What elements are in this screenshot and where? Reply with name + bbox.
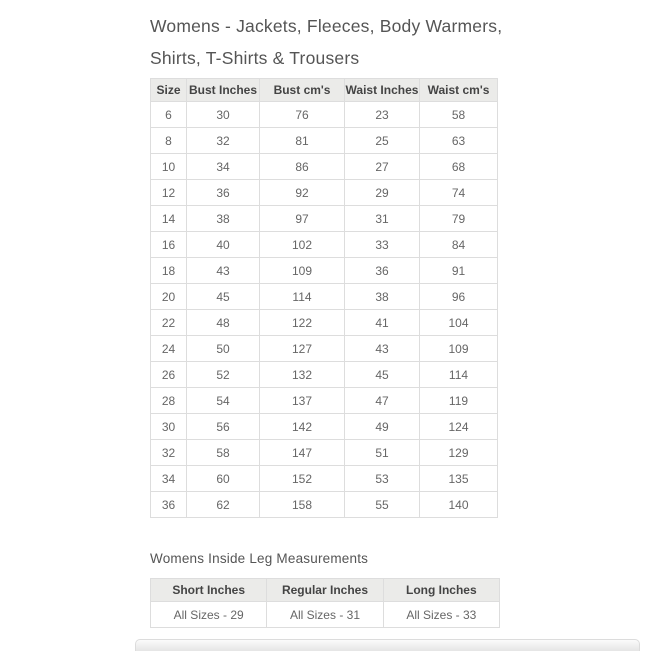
size-chart-cell: 76 <box>260 102 345 128</box>
size-chart-row <box>151 492 498 518</box>
size-chart-cell: 86 <box>260 154 345 180</box>
size-chart-cell: 32 <box>151 440 187 466</box>
page-title-line-2: Shirts, T-Shirts & Trousers <box>150 48 360 68</box>
inside-leg-cell: All Sizes - 29 <box>151 602 267 628</box>
size-chart-row <box>151 440 498 466</box>
size-chart-cell: 31 <box>345 206 420 232</box>
size-chart-cell: 47 <box>345 388 420 414</box>
size-chart-cell: 60 <box>187 466 260 492</box>
size-chart-cell: 24 <box>151 336 187 362</box>
inside-leg-body <box>151 602 500 628</box>
size-chart-cell: 109 <box>420 336 498 362</box>
size-chart-cell: 127 <box>260 336 345 362</box>
size-chart-row <box>151 388 498 414</box>
size-chart-cell: 97 <box>260 206 345 232</box>
next-section-edge-bar <box>135 639 640 651</box>
size-chart-cell: 114 <box>260 284 345 310</box>
size-chart-cell: 102 <box>260 232 345 258</box>
size-chart-cell: 53 <box>345 466 420 492</box>
size-chart-cell: 54 <box>187 388 260 414</box>
size-chart-row <box>151 102 498 128</box>
size-chart-cell: 20 <box>151 284 187 310</box>
size-chart-cell: 34 <box>151 466 187 492</box>
size-chart-cell: 147 <box>260 440 345 466</box>
size-chart-cell: 41 <box>345 310 420 336</box>
size-chart-cell: 92 <box>260 180 345 206</box>
size-chart-row <box>151 180 498 206</box>
size-chart-cell: 51 <box>345 440 420 466</box>
size-chart-cell: 8 <box>151 128 187 154</box>
size-chart-cell: 124 <box>420 414 498 440</box>
size-chart-header-cell: Size <box>151 79 187 102</box>
size-chart-cell: 23 <box>345 102 420 128</box>
size-chart-cell: 6 <box>151 102 187 128</box>
size-chart-cell: 55 <box>345 492 420 518</box>
page-title <box>150 10 510 74</box>
size-chart-cell: 81 <box>260 128 345 154</box>
size-chart-cell: 12 <box>151 180 187 206</box>
size-chart-row <box>151 258 498 284</box>
size-chart-row <box>151 128 498 154</box>
size-chart-cell: 58 <box>187 440 260 466</box>
size-chart-cell: 56 <box>187 414 260 440</box>
size-chart-cell: 22 <box>151 310 187 336</box>
size-chart-cell: 49 <box>345 414 420 440</box>
inside-leg-heading: Womens Inside Leg Measurements <box>150 551 369 566</box>
size-chart-row <box>151 154 498 180</box>
size-chart-cell: 45 <box>187 284 260 310</box>
inside-leg-cell: All Sizes - 33 <box>383 602 499 628</box>
size-chart-cell: 27 <box>345 154 420 180</box>
inside-leg-header-cell: Long Inches <box>383 579 499 602</box>
size-chart-cell: 79 <box>420 206 498 232</box>
size-chart-row <box>151 206 498 232</box>
size-chart-row <box>151 336 498 362</box>
size-chart-header-cell: Waist Inches <box>345 79 420 102</box>
inside-leg-row <box>151 602 500 628</box>
size-chart-cell: 18 <box>151 258 187 284</box>
size-chart-cell: 26 <box>151 362 187 388</box>
size-chart-row <box>151 466 498 492</box>
size-chart-cell: 68 <box>420 154 498 180</box>
size-chart-cell: 114 <box>420 362 498 388</box>
size-chart-cell: 38 <box>187 206 260 232</box>
inside-leg-table <box>150 578 500 628</box>
size-chart-cell: 96 <box>420 284 498 310</box>
size-chart-cell: 109 <box>260 258 345 284</box>
size-chart-cell: 38 <box>345 284 420 310</box>
size-chart-cell: 32 <box>187 128 260 154</box>
size-chart-cell: 29 <box>345 180 420 206</box>
size-chart-header-cell: Waist cm's <box>420 79 498 102</box>
size-chart-cell: 30 <box>187 102 260 128</box>
size-chart-header-cell: Bust Inches <box>187 79 260 102</box>
size-chart-cell: 122 <box>260 310 345 336</box>
size-chart-cell: 36 <box>187 180 260 206</box>
womens-size-chart-table <box>150 78 498 518</box>
size-chart-cell: 28 <box>151 388 187 414</box>
size-chart-cell: 45 <box>345 362 420 388</box>
size-chart-header-row <box>151 79 498 102</box>
size-chart-cell: 30 <box>151 414 187 440</box>
size-chart-cell: 43 <box>345 336 420 362</box>
size-chart-cell: 34 <box>187 154 260 180</box>
size-chart-cell: 63 <box>420 128 498 154</box>
size-chart-cell: 43 <box>187 258 260 284</box>
size-chart-row <box>151 284 498 310</box>
size-chart-cell: 14 <box>151 206 187 232</box>
size-chart-body <box>151 102 498 518</box>
size-chart-cell: 62 <box>187 492 260 518</box>
size-chart-cell: 16 <box>151 232 187 258</box>
size-chart-cell: 129 <box>420 440 498 466</box>
size-chart-cell: 104 <box>420 310 498 336</box>
size-chart-cell: 158 <box>260 492 345 518</box>
inside-leg-header-cell: Regular Inches <box>267 579 383 602</box>
inside-leg-header-row <box>151 579 500 602</box>
size-chart-cell: 48 <box>187 310 260 336</box>
page-title-line-1: Womens - Jackets, Fleeces, Body Warmers, <box>150 16 503 36</box>
size-chart-row <box>151 310 498 336</box>
size-chart-cell: 142 <box>260 414 345 440</box>
size-chart-cell: 119 <box>420 388 498 414</box>
size-chart-cell: 25 <box>345 128 420 154</box>
size-chart-cell: 152 <box>260 466 345 492</box>
size-chart-cell: 137 <box>260 388 345 414</box>
size-chart-row <box>151 362 498 388</box>
inside-leg-header-cell: Short Inches <box>151 579 267 602</box>
size-chart-cell: 36 <box>345 258 420 284</box>
size-chart-cell: 140 <box>420 492 498 518</box>
size-chart-cell: 58 <box>420 102 498 128</box>
size-chart-row <box>151 232 498 258</box>
size-chart-cell: 33 <box>345 232 420 258</box>
size-chart-cell: 135 <box>420 466 498 492</box>
size-chart-cell: 50 <box>187 336 260 362</box>
inside-leg-cell: All Sizes - 31 <box>267 602 383 628</box>
size-chart-cell: 52 <box>187 362 260 388</box>
size-chart-cell: 91 <box>420 258 498 284</box>
size-chart-cell: 84 <box>420 232 498 258</box>
size-chart-row <box>151 414 498 440</box>
size-chart-cell: 40 <box>187 232 260 258</box>
size-chart-cell: 132 <box>260 362 345 388</box>
size-chart-header-cell: Bust cm's <box>260 79 345 102</box>
size-chart-cell: 10 <box>151 154 187 180</box>
size-chart-cell: 74 <box>420 180 498 206</box>
size-chart-cell: 36 <box>151 492 187 518</box>
